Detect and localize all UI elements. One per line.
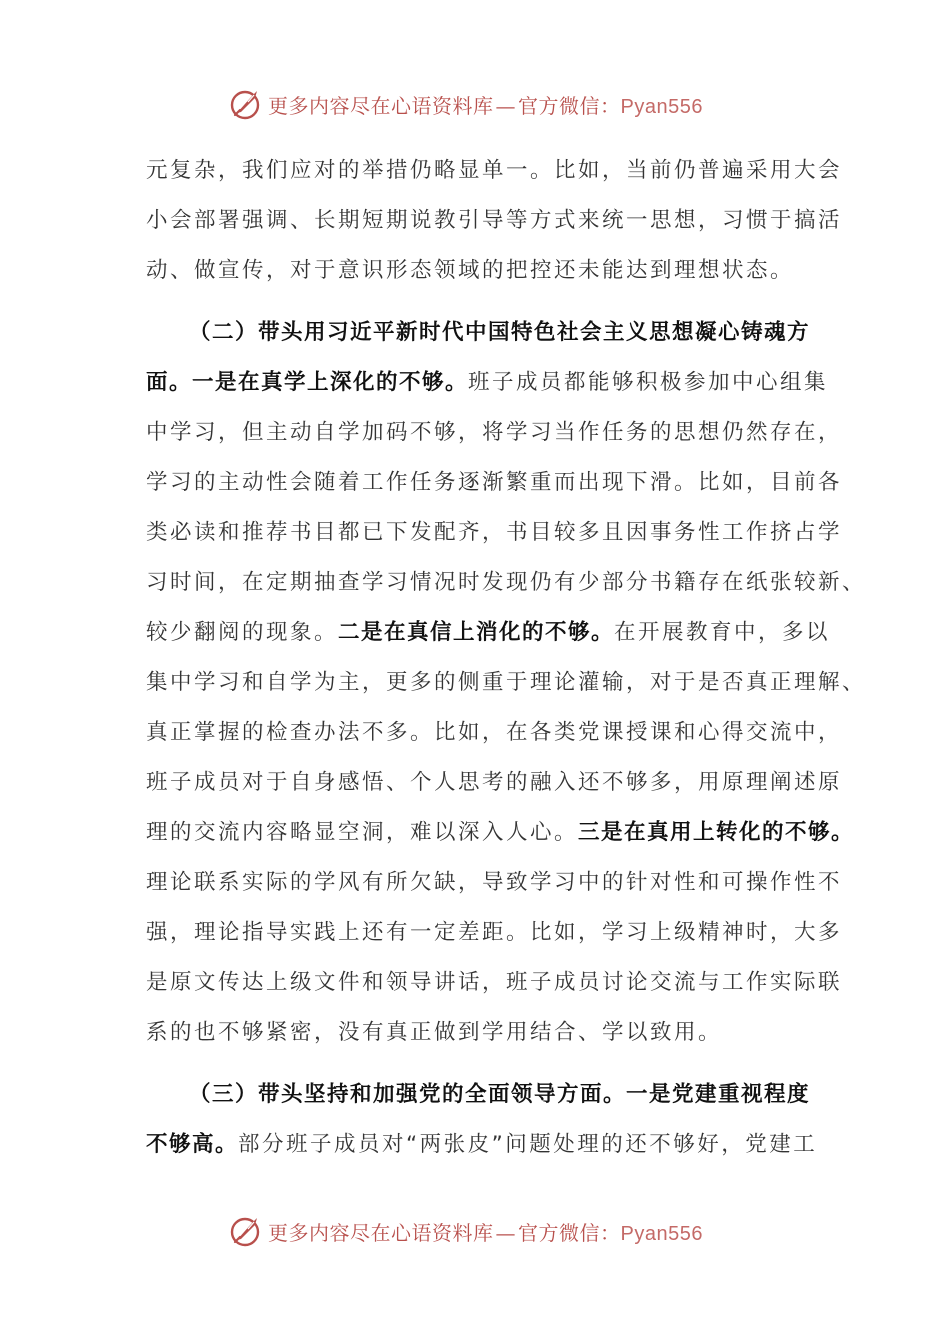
watermark-separator: — (495, 1220, 516, 1245)
header-watermark (228, 84, 748, 124)
paragraph-3 (146, 1070, 816, 1170)
text-line: 班子成员对于自身感悟、个人思考的融入还不够多，用原理阐述原 (146, 770, 843, 795)
document-body (146, 146, 867, 1170)
watermark-title: 更多内容尽在心语资料库 (268, 1220, 494, 1245)
paragraph-1 (146, 146, 843, 296)
wechat-id: Pyan556 (620, 1222, 703, 1245)
wechat-label: 官方微信： (518, 1220, 621, 1245)
text-line: 真正掌握的检查办法不多。比如，在各类党课授课和心得交流中， (146, 720, 843, 745)
wechat-id: Pyan556 (620, 95, 703, 118)
text-line: 理论联系实际的学风有所欠缺，导致学习中的针对性和可操作性不 (146, 870, 843, 895)
text-line: 学习的主动性会随着工作任务逐渐繁重而出现下滑。比如，目前各 (146, 470, 843, 495)
wechat-label: 官方微信： (518, 93, 621, 118)
text-line: 类必读和推荐书目都已下发配齐，书目较多且因事务性工作挤占学 (146, 520, 843, 545)
text-line: 小会部署强调、长期短期说教引导等方式来统一思想，习惯于搞活 (146, 208, 843, 233)
text-line: 是原文传达上级文件和领导讲话，班子成员讨论交流与工作实际联 (146, 970, 843, 995)
text-line: 较少翻阅的现象。二是在真信上消化的不够。在开展教育中，多以 (146, 620, 831, 645)
point-title: 二是在真信上消化的不够。 (338, 620, 615, 645)
point-title-end: 不够高。 (146, 1132, 239, 1157)
watermark-title: 更多内容尽在心语资料库 (268, 93, 494, 118)
quill-pen-logo-icon (228, 86, 264, 122)
paragraph-2 (146, 308, 867, 1058)
text-line: 集中学习和自学为主，更多的侧重于理论灌输，对于是否真正理解、 (146, 670, 867, 695)
text-line: 习时间，在定期抽查学习情况时发现仍有少部分书籍存在纸张较新、 (146, 570, 867, 595)
watermark-separator: — (495, 93, 516, 118)
text-line: 面。一是在真学上深化的不够。班子成员都能够积极参加中心组集 (146, 370, 829, 395)
point-title: 一是党建重视程度 (626, 1082, 811, 1107)
watermark-text (268, 1217, 703, 1246)
text-line: 系的也不够紧密，没有真正做到学用结合、学以致用。 (146, 1020, 723, 1045)
text-line: 动、做宣传，对于意识形态领域的把控还未能达到理想状态。 (146, 258, 795, 283)
section-heading-2-end: 面。 (146, 370, 193, 395)
text-line: 不够高。部分班子成员对“两张皮”问题处理的还不够好，党建工 (146, 1132, 818, 1157)
point-title: 三是在真用上转化的不够。 (578, 820, 855, 845)
section-heading-3: （三）带头坚持和加强党的全面领导方面。一是党建重视程度 (189, 1082, 811, 1107)
point-title: 一是在真学上深化的不够。 (192, 370, 469, 395)
footer-watermark (228, 1211, 748, 1251)
text-line: 理的交流内容略显空洞，难以深入人心。三是在真用上转化的不够。 (146, 820, 855, 845)
quill-pen-logo-icon (228, 1213, 264, 1249)
text-line: 元复杂，我们应对的举措仍略显单一。比如，当前仍普遍采用大会 (146, 158, 843, 183)
watermark-text (268, 90, 703, 119)
text-line: 强，理论指导实践上还有一定差距。比如，学习上级精神时，大多 (146, 920, 843, 945)
text-line: 中学习，但主动自学加码不够，将学习当作任务的思想仍然存在， (146, 420, 843, 445)
section-heading-2: （二）带头用习近平新时代中国特色社会主义思想凝心铸魂方 (189, 320, 811, 345)
